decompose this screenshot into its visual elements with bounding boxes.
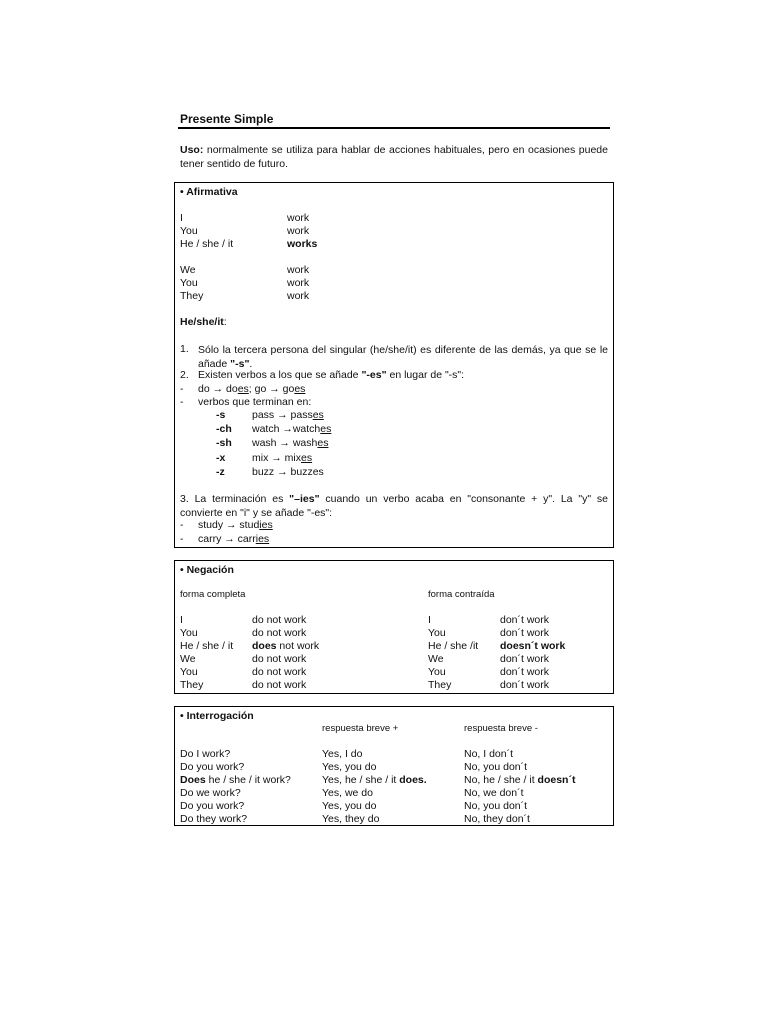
neg-short xyxy=(500,640,565,652)
negative-text: No, you don´t xyxy=(464,761,528,773)
negative-answer xyxy=(464,774,575,786)
question-rest: he / she / it work? xyxy=(205,774,291,786)
rule2-number: 2. xyxy=(180,369,189,381)
go-suffix: es xyxy=(294,383,306,395)
ies-base: study → stud xyxy=(198,519,260,531)
neg-full xyxy=(252,653,306,665)
neg-full xyxy=(252,679,306,691)
neg-short-subject: They xyxy=(428,679,452,691)
negative-answer xyxy=(464,761,527,773)
rule3-c: cuando un verbo acaba en "consonante + y". La "y" se convierte en "i" y se añade "-es": xyxy=(180,493,608,519)
neg-full xyxy=(252,614,306,626)
neg-subject: I xyxy=(180,614,183,626)
positive-text: Yes, they do xyxy=(322,813,380,825)
neg-short-rest: don´t work xyxy=(500,666,550,678)
neg-short xyxy=(500,679,549,691)
question xyxy=(180,761,244,773)
negacion-header: • Negación xyxy=(180,564,234,576)
afirm-verb: works xyxy=(287,238,318,250)
rule2-c: en lugar de "-s": xyxy=(386,369,465,381)
neg-short-rest: don´t work xyxy=(500,627,550,639)
question xyxy=(180,748,230,760)
ending-base: buzz → buzzes xyxy=(252,466,324,478)
do-base: do → do xyxy=(198,383,238,395)
ending-suffix: es xyxy=(312,409,324,421)
hsi-label: He/she/it xyxy=(180,316,224,328)
neg-short-subject: We xyxy=(428,653,444,665)
ies-example xyxy=(198,533,269,545)
afirm-verb: work xyxy=(287,225,310,237)
rule3-text xyxy=(180,492,608,520)
question xyxy=(180,774,291,786)
neg-full-rest: not work xyxy=(276,640,320,652)
positive-text: Yes, I do xyxy=(322,748,363,760)
title-underline xyxy=(178,127,610,129)
rule1-number: 1. xyxy=(180,343,189,355)
ending-suffix: es xyxy=(317,437,329,449)
afirmativa-header: • Afirmativa xyxy=(180,186,238,198)
ending-label: -z xyxy=(216,466,225,478)
uso-text: normalmente se utiliza para hablar de acciones habituales, pero en ocasiones puede tener sentido de futuro. xyxy=(180,144,608,170)
hsi-heading xyxy=(180,316,227,328)
dash: - xyxy=(180,396,184,408)
positive-text: Yes, he / she / it xyxy=(322,774,400,786)
afirm-subject: You xyxy=(180,277,198,289)
neg-short-rest: don´t work xyxy=(500,679,550,691)
negative-text: No, we don´t xyxy=(464,787,524,799)
negative-text: No, I don´t xyxy=(464,748,514,760)
neg-full-rest: do not work xyxy=(252,653,307,665)
negative-text: No, you don´t xyxy=(464,800,528,812)
ies-example xyxy=(198,519,273,531)
ending-suffix: es xyxy=(301,452,313,464)
do-go-line xyxy=(198,383,305,395)
ending-label: -sh xyxy=(216,437,232,449)
question-bold: Does xyxy=(180,774,206,786)
go-base: ; go → go xyxy=(248,383,295,395)
neg-full-rest: do not work xyxy=(252,614,307,626)
neg-short-subject: I xyxy=(428,614,431,626)
ending-base: mix → mix xyxy=(252,452,301,464)
afirm-subject: I xyxy=(180,212,183,224)
ending-base: pass → pass xyxy=(252,409,313,421)
neg-short-subject: You xyxy=(428,627,446,639)
rule2-b: "-es" xyxy=(361,369,387,381)
afirm-verb: work xyxy=(287,212,310,224)
neg-full xyxy=(252,666,306,678)
ending-example xyxy=(252,409,324,421)
rule3-b: "–ies" xyxy=(289,493,320,505)
neg-subject: He / she / it xyxy=(180,640,234,652)
ending-base: watch →watch xyxy=(252,423,321,435)
dash: - xyxy=(180,383,184,395)
neg-full-rest: do not work xyxy=(252,627,307,639)
rule1-c: . xyxy=(249,358,253,370)
ending-example xyxy=(252,423,331,435)
ending-label: -x xyxy=(216,452,226,464)
neg-short-rest: don´t work xyxy=(500,653,550,665)
neg-short-rest: don´t work xyxy=(500,614,550,626)
afirm-subject: We xyxy=(180,264,196,276)
negative-answer xyxy=(464,787,524,799)
neg-full-rest: do not work xyxy=(252,666,307,678)
question xyxy=(180,787,241,799)
rule1-a: Sólo la tercera persona del singular (he/she/it) es diferente de las demás, ya que se le añade xyxy=(198,344,608,370)
afirm-verb: work xyxy=(287,290,310,302)
neg-subject: You xyxy=(180,666,198,678)
do-suffix: es xyxy=(237,383,249,395)
ending-example xyxy=(252,437,328,449)
full-form-label: forma completa xyxy=(180,589,246,600)
afirm-subject: You xyxy=(180,225,198,237)
neg-short-subject: He / she /it xyxy=(428,640,479,652)
positive-answer xyxy=(322,813,379,825)
dash: - xyxy=(180,519,184,531)
negative-answer xyxy=(464,813,530,825)
negative-answer xyxy=(464,800,527,812)
neg-full xyxy=(252,640,319,652)
neg-full xyxy=(252,627,306,639)
positive-answer-label: respuesta breve + xyxy=(322,723,399,734)
neg-full-rest: do not work xyxy=(252,679,307,691)
afirm-subject: He / she / it xyxy=(180,238,234,250)
negative-answer xyxy=(464,748,513,760)
verbos-line: verbos que terminan en: xyxy=(198,396,312,408)
dash: - xyxy=(180,533,184,545)
ending-example xyxy=(252,452,312,464)
neg-short-bold: doesn´t work xyxy=(500,640,566,652)
ending-base: wash → wash xyxy=(252,437,318,449)
negative-answer-label: respuesta breve - xyxy=(464,723,538,734)
neg-subject: You xyxy=(180,627,198,639)
positive-text: Yes, we do xyxy=(322,787,373,799)
neg-full-bold: does xyxy=(252,640,277,652)
ies-base: carry → carr xyxy=(198,533,256,545)
question-rest: Do they work? xyxy=(180,813,248,825)
ending-label: -s xyxy=(216,409,226,421)
uso-paragraph xyxy=(180,143,608,171)
positive-bold: does. xyxy=(399,774,427,786)
rule2-text xyxy=(198,369,464,381)
question xyxy=(180,813,247,825)
ending-suffix: es xyxy=(320,423,332,435)
interrogacion-header: • Interrogación xyxy=(180,710,254,722)
ies-suffix: ies xyxy=(259,519,273,531)
neg-short xyxy=(500,614,549,626)
question-rest: Do you work? xyxy=(180,761,245,773)
rule2-a: Existen verbos a los que se añade xyxy=(198,369,362,381)
rule1-b: "-s" xyxy=(230,358,250,370)
neg-short xyxy=(500,666,549,678)
question-rest: Do you work? xyxy=(180,800,245,812)
positive-answer xyxy=(322,787,373,799)
question-rest: Do we work? xyxy=(180,787,241,799)
rule1-text xyxy=(198,343,608,371)
question-rest: Do I work? xyxy=(180,748,231,760)
positive-answer xyxy=(322,774,427,786)
negative-bold: doesn´t xyxy=(537,774,576,786)
neg-short-subject: You xyxy=(428,666,446,678)
negative-text: No, they don´t xyxy=(464,813,530,825)
rule3-a: 3. La terminación es xyxy=(180,493,290,505)
positive-text: Yes, you do xyxy=(322,761,377,773)
positive-answer xyxy=(322,748,362,760)
ies-suffix: ies xyxy=(255,533,270,545)
positive-answer xyxy=(322,800,377,812)
afirm-verb: work xyxy=(287,264,310,276)
neg-short xyxy=(500,627,549,639)
neg-short xyxy=(500,653,549,665)
positive-answer xyxy=(322,761,377,773)
positive-text: Yes, you do xyxy=(322,800,377,812)
neg-subject: We xyxy=(180,653,196,665)
question xyxy=(180,800,244,812)
page-title: Presente Simple xyxy=(180,112,274,126)
afirm-verb: work xyxy=(287,277,310,289)
uso-label: Uso: xyxy=(180,144,204,156)
afirm-subject: They xyxy=(180,290,204,302)
ending-example xyxy=(252,466,324,478)
ending-label: -ch xyxy=(216,423,232,435)
neg-subject: They xyxy=(180,679,204,691)
hsi-colon: : xyxy=(223,316,227,328)
negative-text: No, he / she / it xyxy=(464,774,538,786)
short-form-label: forma contraída xyxy=(428,589,495,600)
